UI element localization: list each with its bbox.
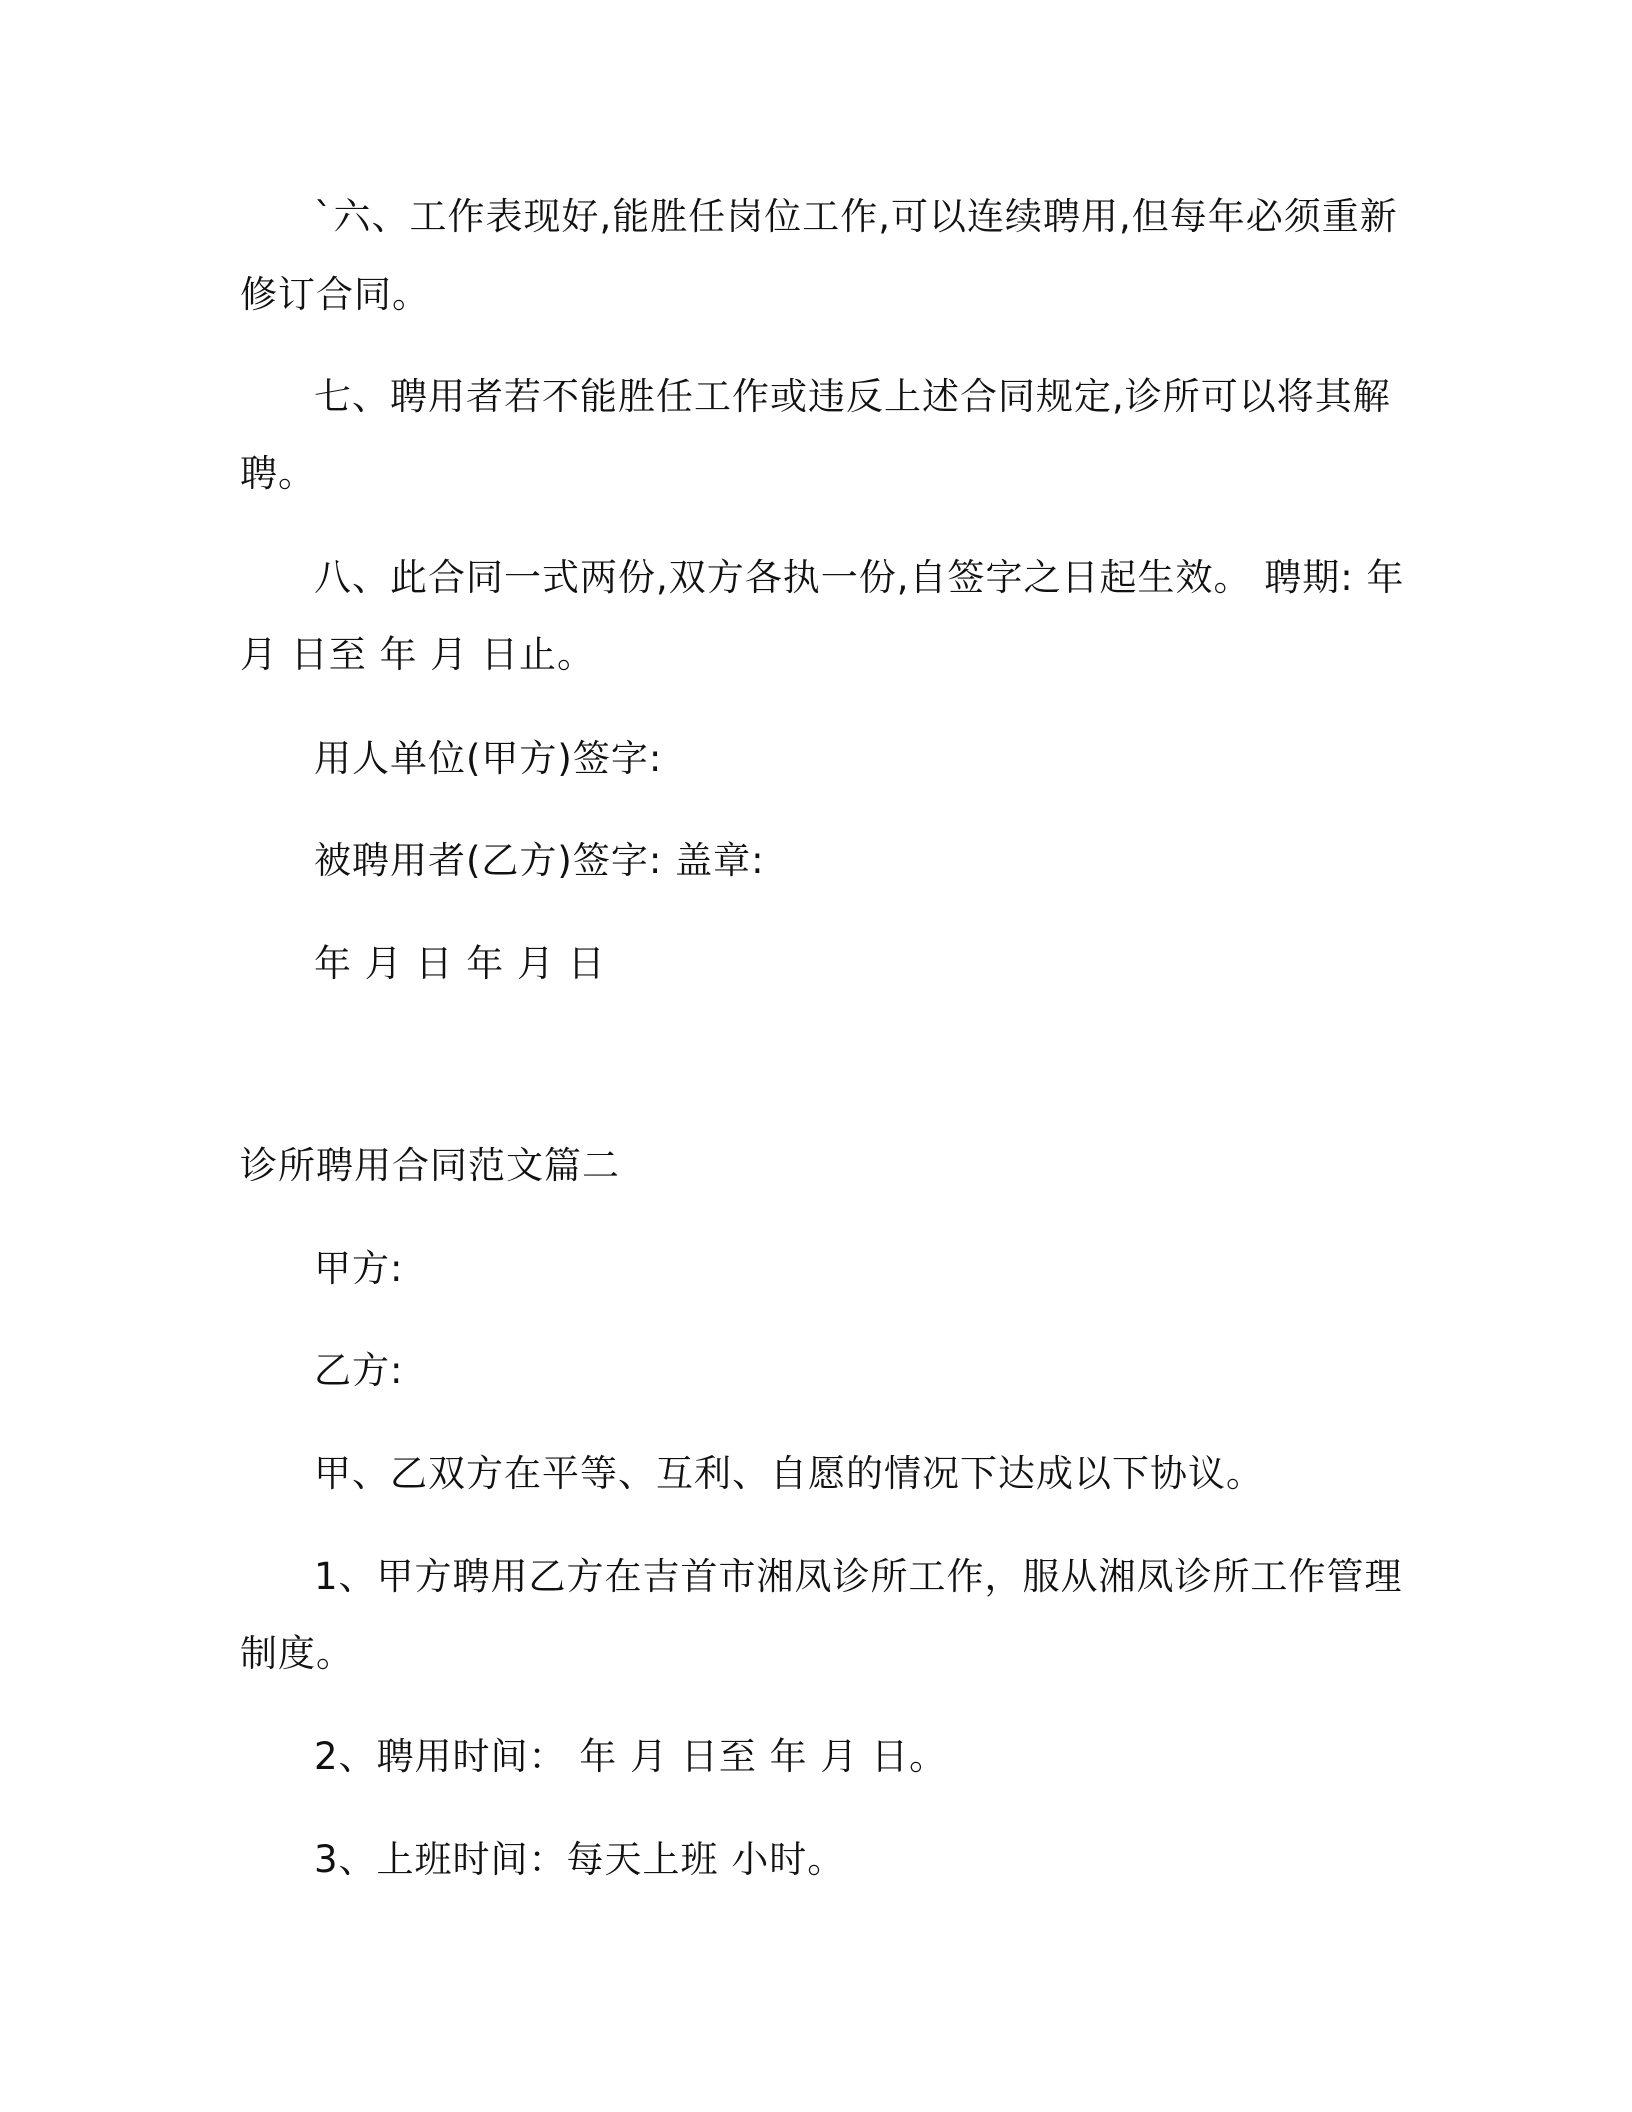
- party-a-signature-line: 用人单位(甲方)签字:: [314, 737, 663, 780]
- party-a-label: 甲方:: [314, 1247, 404, 1290]
- clause-6-line-1: `六、工作表现好,能胜任岗位工作,可以连续聘用,但每年必须重新: [314, 195, 1398, 238]
- clause-7-line-2: 聘。: [240, 452, 316, 495]
- item-2-employment-period: 2、聘用时间： 年 月 日至 年 月 日。: [314, 1735, 948, 1778]
- item-3-working-hours: 3、上班时间：每天上班 小时。: [314, 1838, 846, 1881]
- party-b-label: 乙方:: [314, 1349, 404, 1392]
- clause-8-line-2: 月 日至 年 月 日止。: [240, 633, 596, 676]
- signature-dates-line: 年 月 日 年 月 日: [314, 942, 606, 985]
- agreement-intro: 甲、乙双方在平等、互利、自愿的情况下达成以下协议。: [314, 1452, 1264, 1495]
- party-b-signature-line: 被聘用者(乙方)签字: 盖章:: [314, 839, 765, 882]
- clause-8-line-1: 八、此合同一式两份,双方各执一份,自签字之日起生效。 聘期: 年: [314, 556, 1405, 599]
- clause-6-line-2: 修订合同。: [240, 273, 430, 316]
- item-1-line-2: 制度。: [240, 1632, 354, 1675]
- item-1-line-1: 1、甲方聘用乙方在吉首市湘凤诊所工作，服从湘凤诊所工作管理: [314, 1555, 1403, 1598]
- clause-7-line-1: 七、聘用者若不能胜任工作或违反上述合同规定,诊所可以将其解: [314, 375, 1391, 418]
- section-two-title: 诊所聘用合同范文篇二: [240, 1144, 620, 1187]
